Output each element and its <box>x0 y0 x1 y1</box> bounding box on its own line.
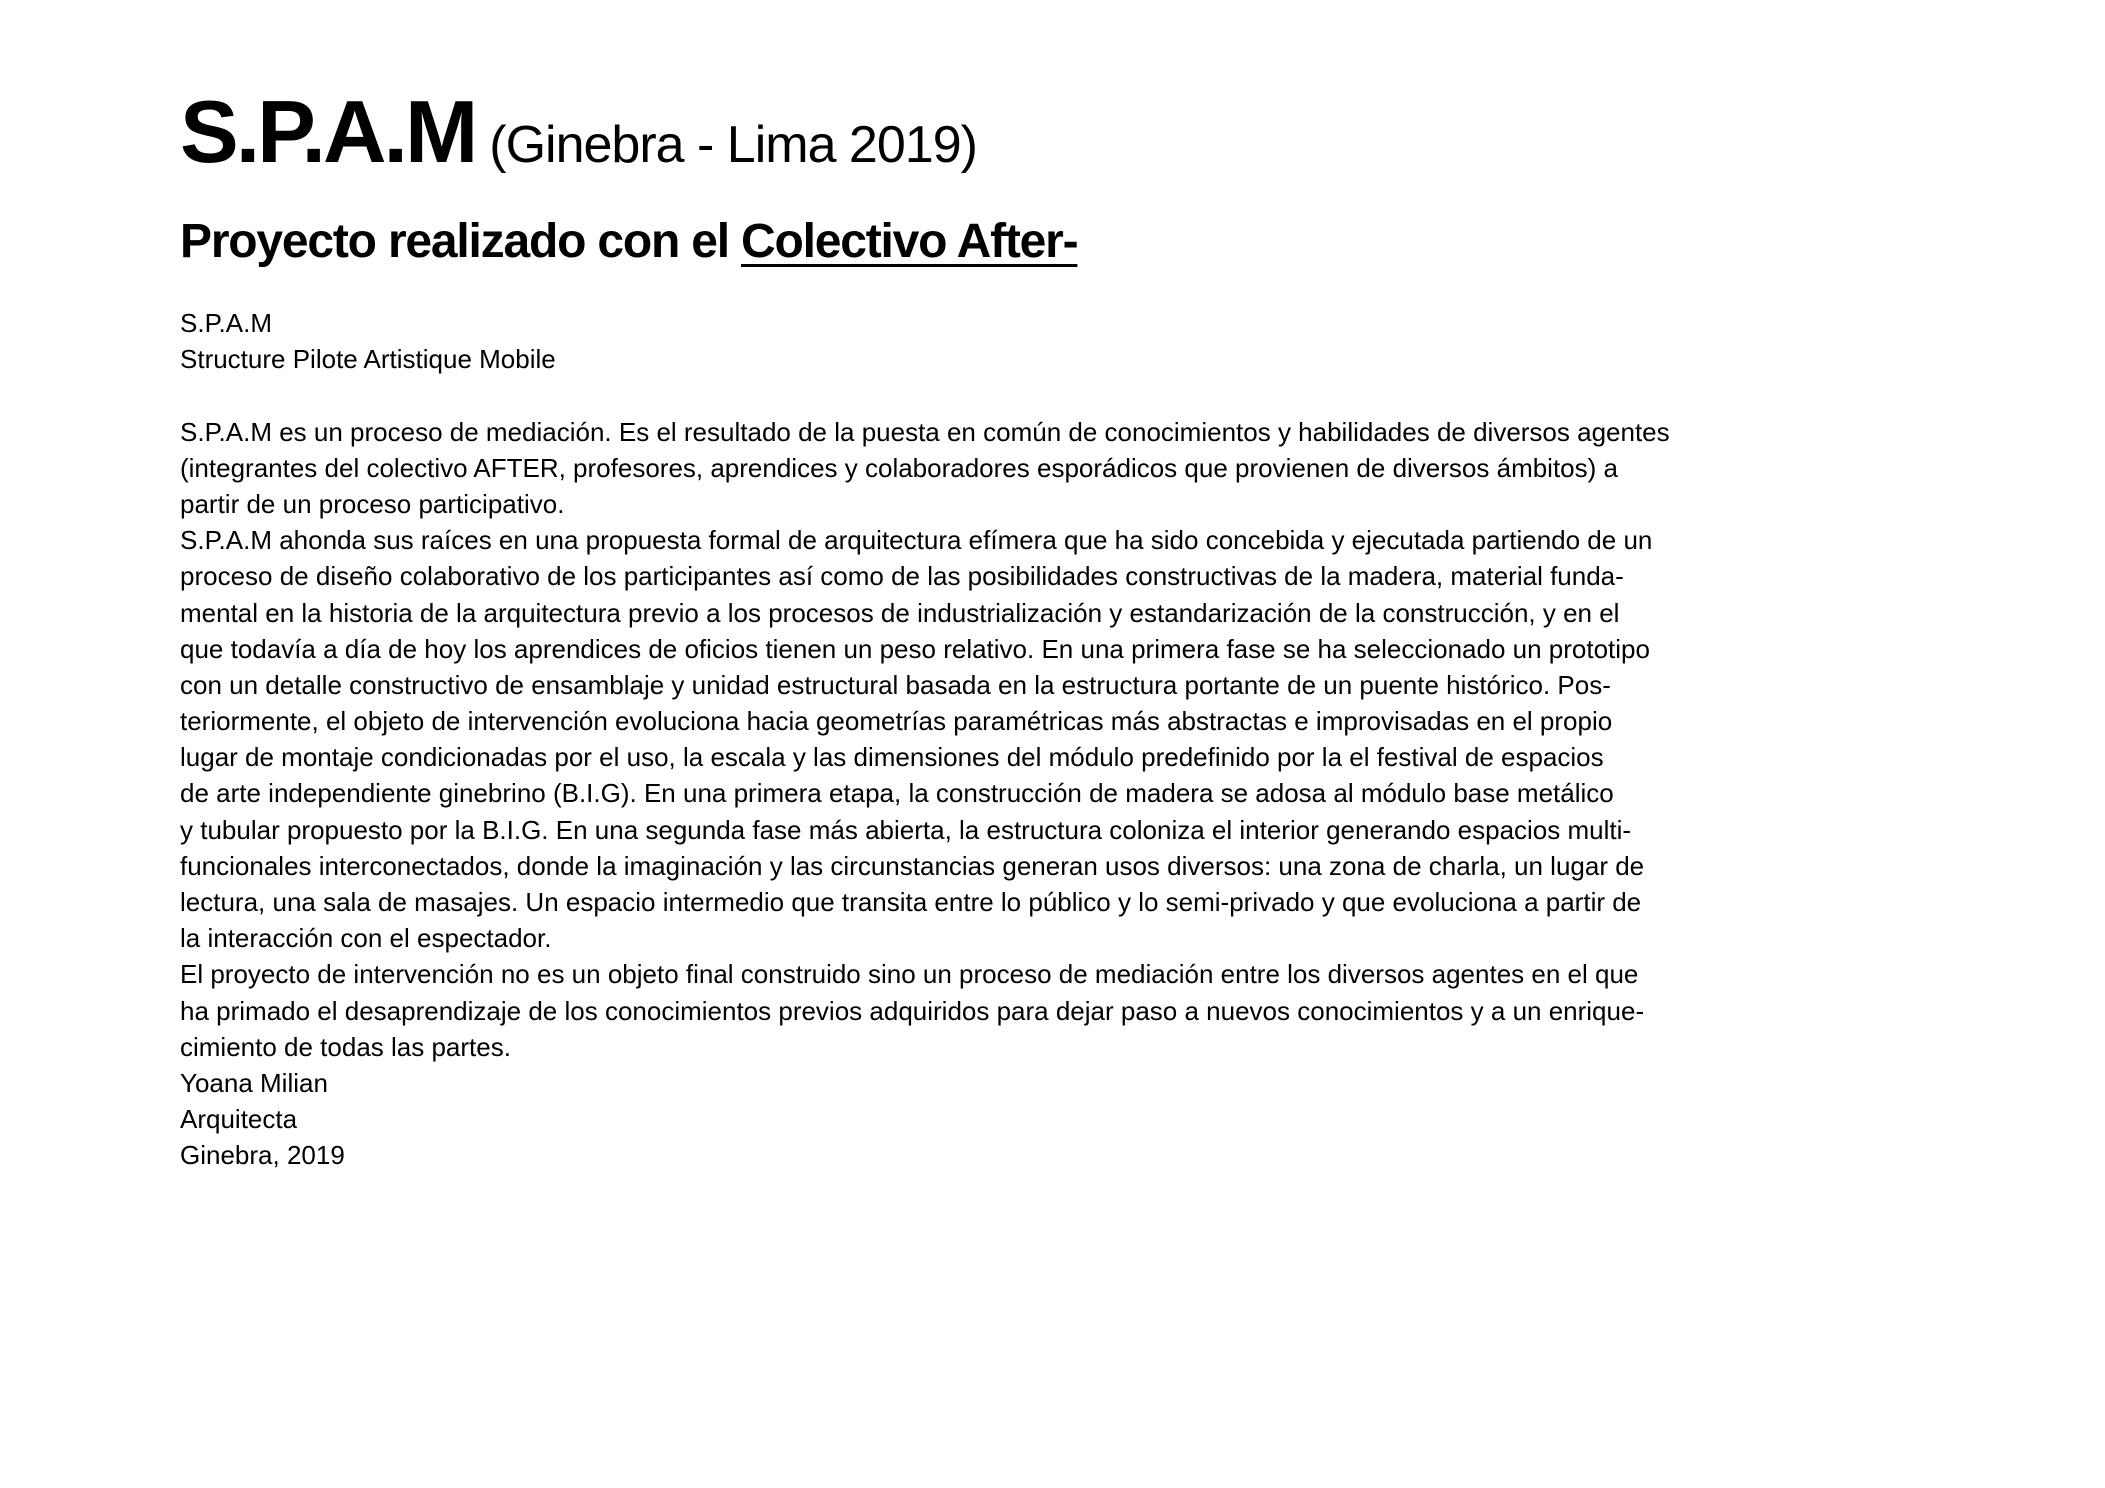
body-line: (integrantes del colectivo AFTER, profesores, aprendices y colaboradores esporádicos que provienen de diversos ámbitos) a <box>180 452 1618 483</box>
body-line: mental en la historia de la arquitectura previo a los procesos de industrialización y estandarización de la construcción, y en el <box>180 597 1620 628</box>
body-line: que todavía a día de hoy los aprendices de oficios tienen un peso relativo. En una primera fase se ha seleccionado un prototipo <box>180 633 1650 664</box>
paragraph <box>180 956 1670 1065</box>
subtitle <box>180 215 1078 268</box>
subtitle-text: Proyecto realizado con el <box>180 215 741 268</box>
blank-line <box>180 377 1670 413</box>
paragraph <box>180 414 1670 523</box>
project-full-name: Structure Pilote Artistique Mobile <box>180 344 556 375</box>
body-line: S.P.A.M es un proceso de mediación. Es el resultado de la puesta en común de conocimientos y habilidades de diversos agentes <box>180 416 1670 447</box>
place-date: Ginebra, 2019 <box>180 1140 345 1171</box>
body-line: lectura, una sala de masajes. Un espacio intermedio que transita entre lo público y lo semi-privado y que evoluciona a partir de <box>180 887 1642 917</box>
body-line: cimiento de todas las partes. <box>180 1031 511 1062</box>
body-line: proceso de diseño colaborativo de los participantes así como de las posibilidades constructivas de la madera, material funda- <box>180 561 1624 592</box>
body-line: El proyecto de intervención no es un objeto final construido sino un proceso de mediación entre los diversos agentes en el que <box>180 959 1639 990</box>
body-line: S.P.A.M ahonda sus raíces en una propuesta formal de arquitectura efímera que ha sido concebida y ejecutada partiendo de un <box>180 525 1653 556</box>
body-line: la interacción con el espectador. <box>180 923 552 954</box>
body-line: teriormente, el objeto de intervención evoluciona hacia geometrías paramétricas más abstractas e improvisadas en el propio <box>180 706 1613 737</box>
body-line: funcionales interconectados, donde la imaginación y las circunstancias generan usos diversos: una zona de charla, un lugar de <box>180 850 1645 881</box>
project-acronym: S.P.A.M <box>180 308 273 338</box>
collective-link[interactable]: Colectivo After- <box>741 215 1078 268</box>
intro <box>180 305 1670 377</box>
body-line: de arte independiente ginebrino (B.I.G). En una primera etapa, la construcción de madera se adosa al módulo base metálico <box>180 778 1614 809</box>
paragraph <box>180 522 1670 956</box>
body-line: con un detalle constructivo de ensamblaje y unidad estructural basada en la estructura portante de un puente histórico. Pos- <box>180 669 1611 700</box>
signature <box>180 1065 1670 1174</box>
body-line: y tubular propuesto por la B.I.G. En una segunda fase más abierta, la estructura coloniza el interior generando espacios multi- <box>180 814 1632 845</box>
author-name: Yoana Milian <box>180 1067 328 1098</box>
body-line: lugar de montaje condicionadas por el uso, la escala y las dimensiones del módulo predefinido por la el festival de espacios <box>180 742 1604 773</box>
author-role: Arquitecta <box>180 1104 298 1135</box>
document-body <box>180 305 1670 1174</box>
title-main: S.P.A.M <box>180 82 476 181</box>
body-line: partir de un proceso participativo. <box>180 488 565 519</box>
page-title <box>180 82 977 181</box>
title-location-year: (Ginebra - Lima 2019) <box>489 116 977 174</box>
body-line: ha primado el desaprendizaje de los conocimientos previos adquiridos para dejar paso a nuevos conocimientos y a un enrique- <box>180 995 1645 1026</box>
